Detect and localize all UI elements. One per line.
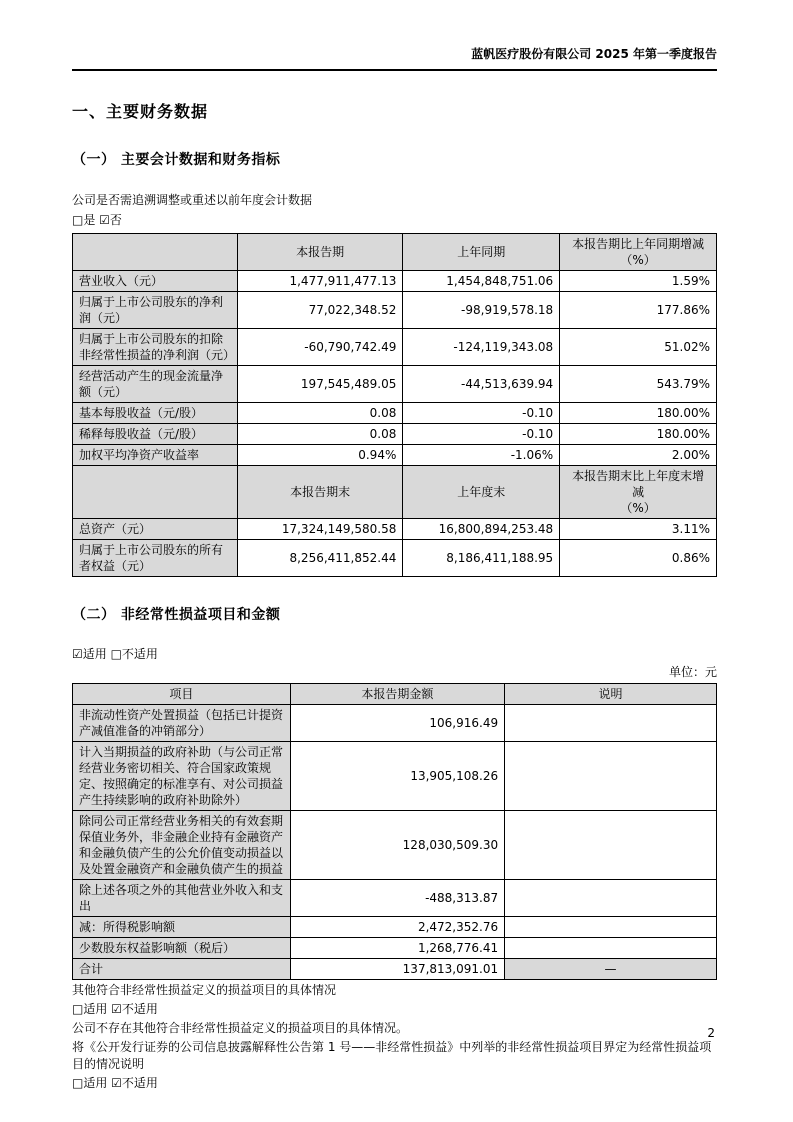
section-1-1-title: （一） 主要会计数据和财务指标 (72, 152, 281, 168)
note-cell (505, 880, 717, 917)
change-value: 180.00% (560, 424, 717, 445)
notes-block (72, 982, 717, 1092)
non-recurring-items-table (72, 683, 717, 980)
change-header-line2: （%） (620, 253, 656, 267)
current-value: 1,477,911,477.13 (237, 271, 403, 292)
table-row-basic-eps (73, 403, 717, 424)
table-row-equity (73, 540, 717, 577)
table-row-government-subsidy (73, 742, 717, 811)
table-row-revenue (73, 271, 717, 292)
reclassification-checkboxes: □适用 ☑不适用 (72, 1076, 158, 1090)
amount-value: 1,268,776.41 (290, 938, 504, 959)
metric-label: 经营活动产生的现金流量净额（元） (73, 366, 238, 403)
end-of-period-header-row (73, 466, 717, 519)
item-label: 除上述各项之外的其他营业外收入和支出 (73, 880, 291, 917)
table-row-roe (73, 445, 717, 466)
reclassification-note: 将《公开发行证券的公司信息披露解释性公告第 1 号——非经常性损益》中列举的非经常性损益项目界定为经常性损益项目的情况说明 (72, 1040, 712, 1071)
change-value: 2.00% (560, 445, 717, 466)
amount-value: 137,813,091.01 (290, 959, 504, 980)
period-header-row (73, 234, 717, 271)
section-1-2-title: （二） 非经常性损益项目和金额 (72, 607, 281, 623)
change-value: 180.00% (560, 403, 717, 424)
prior-value: -0.10 (403, 403, 560, 424)
current-value: 17,324,149,580.58 (237, 519, 403, 540)
end-change-header-line1: 本报告期末比上年度末增减 (572, 469, 705, 499)
metric-label: 加权平均净资产收益率 (73, 445, 238, 466)
unit-label: 单位：元 (668, 665, 717, 679)
col-header-current-period: 本报告期 (237, 234, 403, 271)
amount-value: 106,916.49 (290, 705, 504, 742)
end-change-header-line2: （%） (620, 501, 656, 515)
col-header-prior-period: 上年同期 (403, 234, 560, 271)
amount-value: 128,030,509.30 (290, 811, 504, 880)
metric-label: 归属于上市公司股东的所有者权益（元） (73, 540, 238, 577)
metric-label: 营业收入（元） (73, 271, 238, 292)
current-value: 0.08 (237, 424, 403, 445)
change-value: 0.86% (560, 540, 717, 577)
metric-label: 归属于上市公司股东的净利润（元） (73, 292, 238, 329)
prior-value: 8,186,411,188.95 (403, 540, 560, 577)
current-value: 0.08 (237, 403, 403, 424)
items-header-row (73, 684, 717, 705)
applicable-checkboxes: ☑适用 □不适用 (72, 647, 158, 661)
note-cell (505, 938, 717, 959)
change-header-line1: 本报告期比上年同期增减 (572, 237, 705, 251)
document-header (72, 0, 717, 71)
col-header-item: 项目 (73, 684, 291, 705)
change-value: 543.79% (560, 366, 717, 403)
item-label: 合计 (73, 959, 291, 980)
amount-value: 2,472,352.76 (290, 917, 504, 938)
prior-value: -98,919,578.18 (403, 292, 560, 329)
change-value: 177.86% (560, 292, 717, 329)
current-value: 197,545,489.05 (237, 366, 403, 403)
current-value: 0.94% (237, 445, 403, 466)
col-header-end-change (560, 466, 717, 519)
amount-value: 13,905,108.26 (290, 742, 504, 811)
prior-value: 16,800,894,253.48 (403, 519, 560, 540)
table-row-net-profit-excl (73, 329, 717, 366)
col-header-note: 说明 (505, 684, 717, 705)
table-row-minority-interest-effect (73, 938, 717, 959)
note-cell (505, 917, 717, 938)
page-number: 2 (707, 1026, 715, 1040)
metric-label: 总资产（元） (73, 519, 238, 540)
change-value: 1.59% (560, 271, 717, 292)
table-row-diluted-eps (73, 424, 717, 445)
note-cell (505, 742, 717, 811)
key-financials-table (72, 233, 717, 577)
note-cell (505, 811, 717, 880)
col-header-prior-year-end: 上年度末 (403, 466, 560, 519)
table-row-total (73, 959, 717, 980)
corner-cell (73, 466, 238, 519)
item-label: 除同公司正常经营业务相关的有效套期保值业务外，非金融企业持有金融资产和金融负债产生的公允价值变动损益以及处置金融资产和金融负债产生的损益 (73, 811, 291, 880)
prior-value: -124,119,343.08 (403, 329, 560, 366)
other-items-note: 其他符合非经常性损益定义的损益项目的具体情况 (72, 983, 337, 997)
no-other-items-statement: 公司不存在其他符合非经常性损益定义的损益项目的具体情况。 (72, 1021, 409, 1035)
current-value: -60,790,742.49 (237, 329, 403, 366)
prior-value: 1,454,848,751.06 (403, 271, 560, 292)
prior-value: -44,513,639.94 (403, 366, 560, 403)
col-header-amount: 本报告期金额 (290, 684, 504, 705)
current-value: 8,256,411,852.44 (237, 540, 403, 577)
table-row-income-tax-effect (73, 917, 717, 938)
col-header-period-end: 本报告期末 (237, 466, 403, 519)
note-cell (505, 705, 717, 742)
change-value: 3.11% (560, 519, 717, 540)
note-cell: — (505, 959, 717, 980)
metric-label: 稀释每股收益（元/股） (73, 424, 238, 445)
col-header-period-change (560, 234, 717, 271)
restatement-question: 公司是否需追溯调整或重述以前年度会计数据 (72, 193, 313, 207)
table-row-fair-value-changes (73, 811, 717, 880)
table-row-net-profit (73, 292, 717, 329)
table-row-total-assets (73, 519, 717, 540)
item-label: 非流动性资产处置损益（包括已计提资产减值准备的冲销部分） (73, 705, 291, 742)
other-items-checkboxes: □适用 ☑不适用 (72, 1002, 158, 1016)
prior-value: -1.06% (403, 445, 560, 466)
current-value: 77,022,348.52 (237, 292, 403, 329)
metric-label: 归属于上市公司股东的扣除非经常性损益的净利润（元） (73, 329, 238, 366)
amount-value: -488,313.87 (290, 880, 504, 917)
table-row-cash-flow (73, 366, 717, 403)
section-1-title: 一、主要财务数据 (72, 102, 209, 121)
corner-cell (73, 234, 238, 271)
item-label: 计入当期损益的政府补助（与公司正常经营业务密切相关、符合国家政策规定、按照确定的标准享有、对公司损益产生持续影响的政府补助除外） (73, 742, 291, 811)
document-title: 蓝帆医疗股份有限公司 2025 年第一季度报告 (471, 47, 717, 61)
prior-value: -0.10 (403, 424, 560, 445)
item-label: 少数股东权益影响额（税后） (73, 938, 291, 959)
item-label: 减：所得税影响额 (73, 917, 291, 938)
restatement-checkboxes: □是 ☑否 (72, 213, 122, 227)
metric-label: 基本每股收益（元/股） (73, 403, 238, 424)
table-row-asset-disposal (73, 705, 717, 742)
table-row-other-income-expense (73, 880, 717, 917)
change-value: 51.02% (560, 329, 717, 366)
